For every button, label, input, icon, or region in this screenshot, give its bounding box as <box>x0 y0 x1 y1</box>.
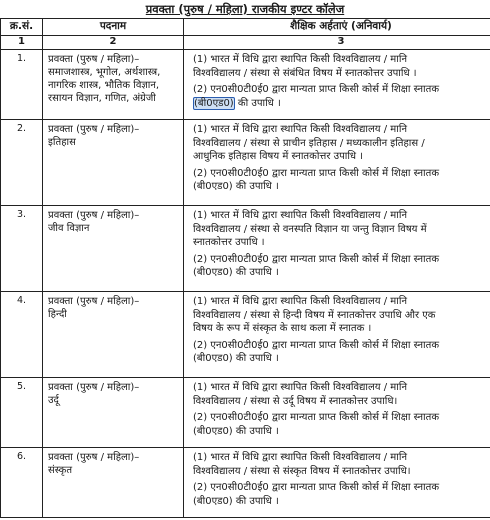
table-row <box>1 206 490 292</box>
qualification-line: (1) भारत में विधि द्वारा स्थापित किसी विश्वविद्यालय / मानि <box>193 452 407 463</box>
table-row <box>1 120 490 206</box>
serial-number: 5. <box>1 378 43 448</box>
qualification-line: (1) भारत में विधि द्वारा स्थापित किसी विश्वविद्यालय / मानि <box>193 124 407 135</box>
column-number: 3 <box>184 36 490 50</box>
qualification-line: विश्वविद्यालय / संस्था से उर्दू विषय में स्नातकोत्तर उपाधि। <box>193 395 398 407</box>
post-name <box>43 448 184 518</box>
serial-number: 1. <box>1 50 43 120</box>
qualification-line: विषय के रूप में संस्कृत के साथ कला में स्नातक । <box>193 323 372 335</box>
post-name-line: संस्कृत <box>48 465 73 476</box>
qualification-line: (बी0एड0) की उपाधि । <box>193 267 279 279</box>
qualification-line: विश्वविद्यालय / संस्था से हिन्दी विषय में स्नातकोत्तर उपाधि और एक <box>193 309 436 321</box>
post-name-line: इतिहास <box>48 137 76 148</box>
post-name <box>43 206 184 292</box>
qualification-line: विश्वविद्यालय / संस्था से संस्कृत विषय में स्नातकोत्तर उपाधि। <box>193 465 411 477</box>
qualification-line: (1) भारत में विधि द्वारा स्थापित किसी विश्वविद्यालय / मानि <box>193 382 407 393</box>
qualification-line: (बी0एड0) की उपाधि । <box>193 353 279 365</box>
post-name-line: जीव विज्ञान <box>48 223 90 234</box>
table-row <box>1 292 490 378</box>
qualification-line: (1) भारत में विधि द्वारा स्थापित किसी विश्वविद्यालय / मानि <box>193 296 407 307</box>
qualification-line: (2) एन0सी0टी0ई0 द्वारा मान्यता प्राप्त किसी कोर्स में शिक्षा स्नातक <box>193 167 440 179</box>
qualification-line: आधुनिक इतिहास विषय में स्नातकोत्तर उपाधि । <box>193 151 364 163</box>
qualification-text <box>184 50 490 120</box>
post-name <box>43 378 184 448</box>
serial-number: 2. <box>1 120 43 206</box>
qualification-line: विश्वविद्यालय / संस्था से प्राचीन इतिहास / मध्यकालीन इतिहास / <box>193 137 425 149</box>
post-name-line: रसायन विज्ञान, गणित, अंग्रेजी <box>48 93 156 104</box>
qualification-line: (2) एन0सी0टी0ई0 द्वारा मान्यता प्राप्त किसी कोर्स में शिक्षा स्नातक <box>193 339 440 351</box>
qualification-line: (2) एन0सी0टी0ई0 द्वारा मान्यता प्राप्त किसी कोर्स में शिक्षा स्नातक <box>193 84 440 96</box>
table-row <box>1 50 490 120</box>
post-name-line: समाजशास्त्र, भूगोल, अर्थशास्त्र, <box>48 67 161 78</box>
serial-number: 4. <box>1 292 43 378</box>
post-name <box>43 120 184 206</box>
header-qualifications: शैक्षिक अर्हताएं (अनिवार्य) <box>184 19 490 36</box>
qualification-table <box>0 18 490 518</box>
post-name-line: उर्दू <box>48 395 59 406</box>
post-name-line: प्रवक्ता (पुरुष / महिला)– <box>48 124 140 135</box>
qualification-line: विश्वविद्यालय / संस्था से संबंधित विषय में स्नातकोत्तर उपाधि । <box>193 67 417 79</box>
qualification-line: (1) भारत में विधि द्वारा स्थापित किसी विश्वविद्यालय / मानि <box>193 210 407 221</box>
column-number-row <box>1 36 490 50</box>
qualification-tail: की उपाधि । <box>234 97 281 109</box>
qualification-text <box>184 292 490 378</box>
document-title: प्रवक्ता (पुरुष / महिला) राजकीय इण्टर कॉलेज <box>145 2 345 16</box>
post-name-line: प्रवक्ता (पुरुष / महिला)– <box>48 452 140 463</box>
post-name-line: प्रवक्ता (पुरुष / महिला)– <box>48 382 140 393</box>
post-name-line: प्रवक्ता (पुरुष / महिला)– <box>48 296 140 307</box>
qualification-line: (2) एन0सी0टी0ई0 द्वारा मान्यता प्राप्त किसी कोर्स में शिक्षा स्नातक <box>193 482 440 494</box>
qualification-text <box>184 378 490 448</box>
qualification-text <box>184 206 490 292</box>
qualification-line: विश्वविद्यालय / संस्था से वनस्पति विज्ञान या जन्तु विज्ञान विषय में <box>193 223 427 235</box>
column-number: 2 <box>43 36 184 50</box>
post-name-line: प्रवक्ता (पुरुष / महिला)– <box>48 210 140 221</box>
qualification-line: (बी0एड0) की उपाधि । <box>193 181 279 193</box>
qualification-line <box>193 97 490 111</box>
serial-number: 3. <box>1 206 43 292</box>
post-name <box>43 292 184 378</box>
qualification-line: (बी0एड0) की उपाधि । <box>193 495 279 507</box>
header-post-name: पदनाम <box>43 19 184 36</box>
highlighted-text[interactable]: (बी0एड0) <box>194 97 234 109</box>
post-name-line: प्रवक्ता (पुरुष / महिला)– <box>48 54 140 65</box>
qualification-text <box>184 448 490 518</box>
qualification-line: (बी0एड0) की उपाधि । <box>193 425 279 437</box>
header-row <box>1 19 490 36</box>
qualification-line: (1) भारत में विधि द्वारा स्थापित किसी विश्वविद्यालय / मानि <box>193 54 407 65</box>
post-name <box>43 50 184 120</box>
qualification-text <box>184 120 490 206</box>
qualification-line: स्नातकोत्तर उपाधि । <box>193 237 265 249</box>
post-name-line: नागरिक शास्त्र, भौतिक विज्ञान, <box>48 80 160 91</box>
post-name-line: हिन्दी <box>48 309 67 320</box>
table-row <box>1 448 490 518</box>
column-number: 1 <box>1 36 43 50</box>
header-serial: क्र.सं. <box>1 19 43 36</box>
qualification-line: (2) एन0सी0टी0ई0 द्वारा मान्यता प्राप्त किसी कोर्स में शिक्षा स्नातक <box>193 412 440 424</box>
table-row <box>1 378 490 448</box>
qualification-line: (2) एन0सी0टी0ई0 द्वारा मान्यता प्राप्त किसी कोर्स में शिक्षा स्नातक <box>193 253 440 265</box>
serial-number: 6. <box>1 448 43 518</box>
